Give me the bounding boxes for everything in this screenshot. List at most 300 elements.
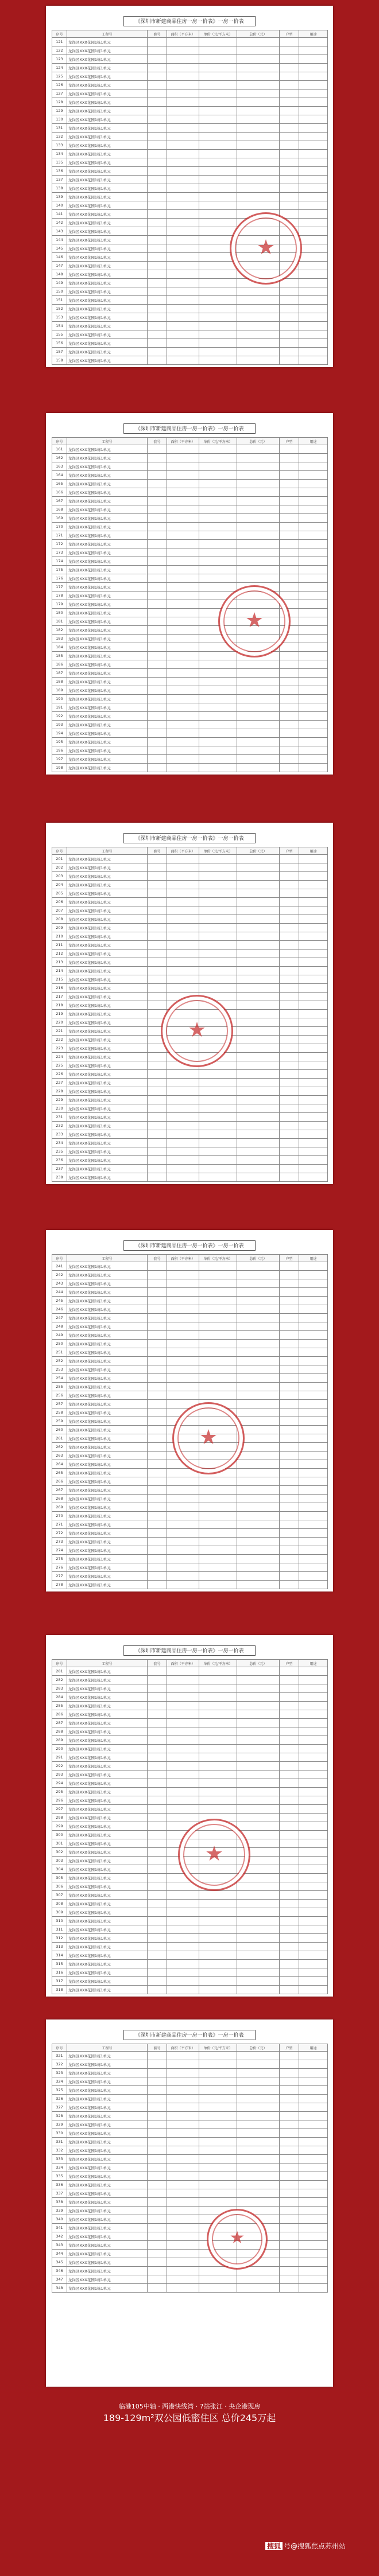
table-cell <box>199 322 237 330</box>
table-cell <box>280 617 299 626</box>
table-cell <box>299 1288 328 1297</box>
project-name: 龙岗区XXX花园1栋1单元 <box>67 1139 148 1147</box>
table-cell <box>148 1122 167 1130</box>
table-cell <box>199 296 237 305</box>
table-cell <box>237 1753 280 1762</box>
project-name: 龙岗区XXX花园1栋1单元 <box>67 454 148 462</box>
table-cell <box>280 967 299 975</box>
table-cell <box>199 1839 237 1848</box>
project-name: 龙岗区XXX花园1栋1单元 <box>67 1417 148 1426</box>
table-cell <box>237 313 280 322</box>
table-cell <box>199 898 237 906</box>
table-cell <box>167 2095 199 2103</box>
table-row <box>52 1495 328 1503</box>
table-cell <box>237 1960 280 1968</box>
project-name: 龙岗区XXX花园1栋1单元 <box>67 1667 148 1676</box>
table-cell <box>199 1719 237 1727</box>
table-cell <box>299 1113 328 1122</box>
project-name: 龙岗区XXX花园1栋1单元 <box>67 1426 148 1434</box>
row-index: 164 <box>52 471 67 480</box>
table-cell <box>148 1113 167 1122</box>
table-cell <box>167 1702 199 1710</box>
table-cell <box>148 1917 167 1925</box>
table-cell <box>280 2163 299 2172</box>
table-row <box>52 1882 328 1891</box>
table-cell <box>237 488 280 497</box>
row-index: 169 <box>52 514 67 523</box>
table-cell <box>167 330 199 339</box>
table-cell <box>148 1495 167 1503</box>
project-name: 龙岗区XXX花园1栋1单元 <box>67 115 148 124</box>
table-cell <box>199 1348 237 1357</box>
row-index: 276 <box>52 1563 67 1572</box>
table-cell <box>167 1822 199 1831</box>
table-row <box>52 262 328 270</box>
table-cell <box>199 2232 237 2241</box>
table-cell <box>199 652 237 660</box>
table-cell <box>280 872 299 881</box>
table-cell <box>237 958 280 967</box>
project-name: 龙岗区XXX花园1栋1单元 <box>67 764 148 772</box>
table-cell <box>237 932 280 941</box>
row-index: 293 <box>52 1770 67 1779</box>
table-cell <box>199 975 237 984</box>
price-table <box>52 2044 328 2293</box>
table-cell <box>237 1546 280 1555</box>
table-cell <box>148 1667 167 1676</box>
project-name: 龙岗区XXX花园1栋1单元 <box>67 2146 148 2155</box>
table-header-row <box>52 30 328 38</box>
table-cell <box>299 1900 328 1908</box>
table-cell <box>199 1443 237 1452</box>
table-cell <box>237 1297 280 1305</box>
table-row <box>52 1934 328 1943</box>
table-cell <box>237 592 280 600</box>
row-index: 335 <box>52 2172 67 2181</box>
table-cell <box>148 1271 167 1279</box>
table-cell <box>299 881 328 889</box>
table-cell <box>199 1469 237 1477</box>
table-cell <box>148 1676 167 1684</box>
table-cell <box>280 236 299 244</box>
row-index: 282 <box>52 1676 67 1684</box>
table-cell <box>280 253 299 262</box>
row-index: 226 <box>52 1070 67 1079</box>
table-cell <box>148 1796 167 1805</box>
table-row <box>52 72 328 81</box>
table-cell <box>299 2060 328 2069</box>
table-row <box>52 1348 328 1357</box>
table-cell <box>299 55 328 64</box>
project-name: 龙岗区XXX花园1栋1单元 <box>67 1010 148 1018</box>
table-cell <box>299 1520 328 1529</box>
row-index: 163 <box>52 462 67 471</box>
table-cell <box>148 150 167 158</box>
table-cell <box>199 1156 237 1165</box>
table-row <box>52 583 328 592</box>
table-cell <box>299 1779 328 1788</box>
table-cell <box>199 1173 237 1182</box>
table-cell <box>199 660 237 669</box>
table-cell <box>299 1908 328 1917</box>
table-cell <box>299 703 328 712</box>
table-cell <box>167 1684 199 1693</box>
table-cell <box>237 1719 280 1727</box>
project-name: 龙岗区XXX花园1栋1单元 <box>67 98 148 107</box>
table-cell <box>280 296 299 305</box>
table-row <box>52 1753 328 1762</box>
table-cell <box>148 540 167 548</box>
table-row <box>52 227 328 236</box>
table-cell <box>199 1529 237 1538</box>
table-header-row <box>52 1660 328 1667</box>
price-list-sheet <box>46 1230 333 1591</box>
table-cell <box>280 1165 299 1173</box>
table-cell <box>299 497 328 505</box>
table-cell <box>199 454 237 462</box>
table-cell <box>280 2198 299 2207</box>
table-row <box>52 1322 328 1331</box>
table-cell <box>280 2207 299 2215</box>
table-cell <box>280 1779 299 1788</box>
table-row <box>52 2267 328 2275</box>
table-cell <box>167 738 199 746</box>
table-cell <box>148 339 167 348</box>
table-cell <box>237 1027 280 1036</box>
table-cell <box>148 1762 167 1770</box>
table-cell <box>148 167 167 176</box>
table-cell <box>237 712 280 721</box>
row-index: 167 <box>52 497 67 505</box>
table-cell <box>199 1848 237 1857</box>
table-cell <box>237 1383 280 1391</box>
table-cell <box>199 1960 237 1968</box>
table-cell <box>167 932 199 941</box>
table-cell <box>280 600 299 609</box>
table-cell <box>167 686 199 695</box>
table-cell <box>280 339 299 348</box>
table-cell <box>280 2138 299 2146</box>
table-cell <box>299 471 328 480</box>
project-name: 龙岗区XXX花园1栋1单元 <box>67 1822 148 1831</box>
project-name: 龙岗区XXX花园1栋1单元 <box>67 932 148 941</box>
table-cell <box>280 1297 299 1305</box>
table-cell <box>299 330 328 339</box>
table-row <box>52 1546 328 1555</box>
table-cell <box>280 454 299 462</box>
table-cell <box>280 2172 299 2181</box>
project-name: 龙岗区XXX花园1栋1单元 <box>67 958 148 967</box>
table-cell <box>148 1719 167 1727</box>
project-name: 龙岗区XXX花园1栋1单元 <box>67 2207 148 2215</box>
table-cell <box>299 932 328 941</box>
table-cell <box>148 1156 167 1165</box>
table-cell <box>167 1779 199 1788</box>
table-cell <box>167 2052 199 2060</box>
table-cell <box>167 1104 199 1113</box>
column-header: 用途 <box>299 1255 328 1262</box>
table-cell <box>280 764 299 772</box>
table-cell <box>280 38 299 46</box>
table-cell <box>199 592 237 600</box>
table-cell <box>148 1882 167 1891</box>
row-index: 238 <box>52 1173 67 1182</box>
table-row <box>52 1986 328 1994</box>
table-cell <box>237 454 280 462</box>
table-row <box>52 540 328 548</box>
column-header: 面积（平方米） <box>167 30 199 38</box>
table-cell <box>199 339 237 348</box>
table-cell <box>167 1173 199 1182</box>
table-cell <box>148 1305 167 1314</box>
table-cell <box>148 219 167 227</box>
table-cell <box>148 984 167 993</box>
table-cell <box>299 1262 328 1271</box>
table-row <box>52 1874 328 1882</box>
table-cell <box>237 2250 280 2258</box>
table-row <box>52 712 328 721</box>
table-cell <box>148 1279 167 1288</box>
table-cell <box>199 107 237 115</box>
table-row <box>52 609 328 617</box>
table-row <box>52 1762 328 1770</box>
table-row <box>52 1010 328 1018</box>
table-row <box>52 1831 328 1839</box>
project-name: 龙岗区XXX花园1栋1单元 <box>67 626 148 635</box>
table-cell <box>199 497 237 505</box>
table-cell <box>167 1667 199 1676</box>
table-cell <box>199 889 237 898</box>
table-cell <box>167 1796 199 1805</box>
table-cell <box>299 2103 328 2112</box>
table-cell <box>237 967 280 975</box>
table-row <box>52 1951 328 1960</box>
row-index: 230 <box>52 1104 67 1113</box>
table-cell <box>167 1874 199 1882</box>
table-cell <box>199 712 237 721</box>
table-cell <box>237 1788 280 1796</box>
row-index: 295 <box>52 1788 67 1796</box>
table-cell <box>148 1934 167 1943</box>
table-cell <box>280 1882 299 1891</box>
column-header: 用途 <box>299 30 328 38</box>
sheet-title: 《深圳市新建商品住房一房一价表》一房一价表 <box>123 423 256 434</box>
table-cell <box>199 1417 237 1426</box>
table-cell <box>148 1460 167 1469</box>
table-row <box>52 626 328 635</box>
table-cell <box>167 1018 199 1027</box>
table-cell <box>280 729 299 738</box>
project-name: 龙岗区XXX花园1栋1单元 <box>67 721 148 729</box>
project-name: 龙岗区XXX花园1栋1单元 <box>67 1443 148 1452</box>
table-cell <box>280 958 299 967</box>
table-cell <box>237 1087 280 1096</box>
table-row <box>52 1314 328 1322</box>
table-cell <box>237 1374 280 1383</box>
table-cell <box>167 133 199 141</box>
table-cell <box>148 236 167 244</box>
table-cell <box>299 872 328 881</box>
column-header: 工程号 <box>67 438 148 445</box>
row-index: 154 <box>52 322 67 330</box>
table-cell <box>148 115 167 124</box>
row-index: 153 <box>52 313 67 322</box>
table-cell <box>167 540 199 548</box>
table-cell <box>199 583 237 592</box>
table-cell <box>148 678 167 686</box>
table-cell <box>299 2224 328 2232</box>
row-index: 139 <box>52 193 67 201</box>
table-cell <box>148 1986 167 1994</box>
table-cell <box>148 514 167 523</box>
table-cell <box>280 1805 299 1814</box>
table-cell <box>237 480 280 488</box>
table-cell <box>167 1096 199 1104</box>
table-row <box>52 1529 328 1538</box>
table-cell <box>148 2284 167 2293</box>
table-cell <box>237 339 280 348</box>
table-cell <box>199 1400 237 1408</box>
row-index: 310 <box>52 1917 67 1925</box>
table-cell <box>237 1122 280 1130</box>
table-cell <box>280 1581 299 1589</box>
table-cell <box>167 2224 199 2232</box>
row-index: 151 <box>52 296 67 305</box>
table-cell <box>280 1977 299 1986</box>
table-row <box>52 445 328 454</box>
table-row <box>52 1857 328 1865</box>
row-index: 189 <box>52 686 67 695</box>
table-cell <box>167 55 199 64</box>
table-row <box>52 1408 328 1417</box>
table-cell <box>237 1452 280 1460</box>
table-row <box>52 600 328 609</box>
table-cell <box>299 993 328 1001</box>
table-cell <box>199 1538 237 1546</box>
table-cell <box>167 1348 199 1357</box>
table-cell <box>148 1018 167 1027</box>
table-cell <box>199 1908 237 1917</box>
table-cell <box>280 881 299 889</box>
table-cell <box>199 703 237 712</box>
project-name: 龙岗区XXX花园1栋1单元 <box>67 1839 148 1848</box>
table-cell <box>167 514 199 523</box>
table-row <box>52 729 328 738</box>
row-index: 173 <box>52 548 67 557</box>
table-cell <box>299 1279 328 1288</box>
table-cell <box>167 1908 199 1917</box>
project-name: 龙岗区XXX花园1栋1单元 <box>67 967 148 975</box>
table-cell <box>148 1736 167 1745</box>
table-cell <box>199 2120 237 2129</box>
table-cell <box>299 445 328 454</box>
table-cell <box>148 626 167 635</box>
table-cell <box>299 2052 328 2060</box>
table-cell <box>148 764 167 772</box>
table-cell <box>148 1469 167 1477</box>
project-name: 龙岗区XXX花园1栋1单元 <box>67 1960 148 1968</box>
table-row <box>52 1374 328 1383</box>
table-cell <box>299 531 328 540</box>
table-cell <box>299 2155 328 2163</box>
table-cell <box>280 98 299 107</box>
table-cell <box>167 313 199 322</box>
table-cell <box>148 1908 167 1917</box>
table-cell <box>199 1044 237 1053</box>
table-cell <box>199 1297 237 1305</box>
table-cell <box>199 46 237 55</box>
table-cell <box>299 1805 328 1814</box>
table-cell <box>237 557 280 566</box>
table-row <box>52 488 328 497</box>
project-name: 龙岗区XXX花园1栋1单元 <box>67 746 148 755</box>
table-cell <box>199 548 237 557</box>
table-cell <box>167 1408 199 1417</box>
table-cell <box>299 1831 328 1839</box>
table-cell <box>199 967 237 975</box>
table-row <box>52 287 328 296</box>
table-row <box>52 184 328 193</box>
table-cell <box>280 669 299 678</box>
table-cell <box>280 1374 299 1383</box>
table-cell <box>199 1546 237 1555</box>
row-index: 211 <box>52 941 67 950</box>
table-row <box>52 678 328 686</box>
table-row <box>52 38 328 46</box>
row-index: 197 <box>52 755 67 764</box>
row-index: 207 <box>52 906 67 915</box>
row-index: 312 <box>52 1934 67 1943</box>
table-cell <box>167 236 199 244</box>
table-cell <box>280 1770 299 1779</box>
column-header: 总价（元） <box>237 2044 280 2052</box>
table-cell <box>148 1096 167 1104</box>
row-index: 224 <box>52 1053 67 1061</box>
table-cell <box>148 881 167 889</box>
table-cell <box>299 124 328 133</box>
row-index: 182 <box>52 626 67 635</box>
table-row <box>52 2189 328 2198</box>
table-cell <box>199 1288 237 1297</box>
table-cell <box>237 1943 280 1951</box>
table-row <box>52 1340 328 1348</box>
table-cell <box>237 2103 280 2112</box>
table-cell <box>237 72 280 81</box>
table-cell <box>237 1882 280 1891</box>
table-cell <box>199 2250 237 2258</box>
table-cell <box>199 950 237 958</box>
table-cell <box>167 574 199 583</box>
table-cell <box>167 72 199 81</box>
table-cell <box>199 1520 237 1529</box>
row-index: 156 <box>52 339 67 348</box>
table-cell <box>167 1147 199 1156</box>
table-cell <box>237 898 280 906</box>
table-cell <box>280 330 299 339</box>
table-cell <box>167 2155 199 2163</box>
table-row <box>52 1563 328 1572</box>
table-cell <box>237 133 280 141</box>
table-cell <box>148 46 167 55</box>
table-cell <box>280 124 299 133</box>
table-row <box>52 557 328 566</box>
table-cell <box>299 1443 328 1452</box>
project-name: 龙岗区XXX花园1栋1单元 <box>67 523 148 531</box>
table-cell <box>167 863 199 872</box>
table-cell <box>299 1001 328 1010</box>
table-cell <box>280 984 299 993</box>
table-cell <box>237 1348 280 1357</box>
